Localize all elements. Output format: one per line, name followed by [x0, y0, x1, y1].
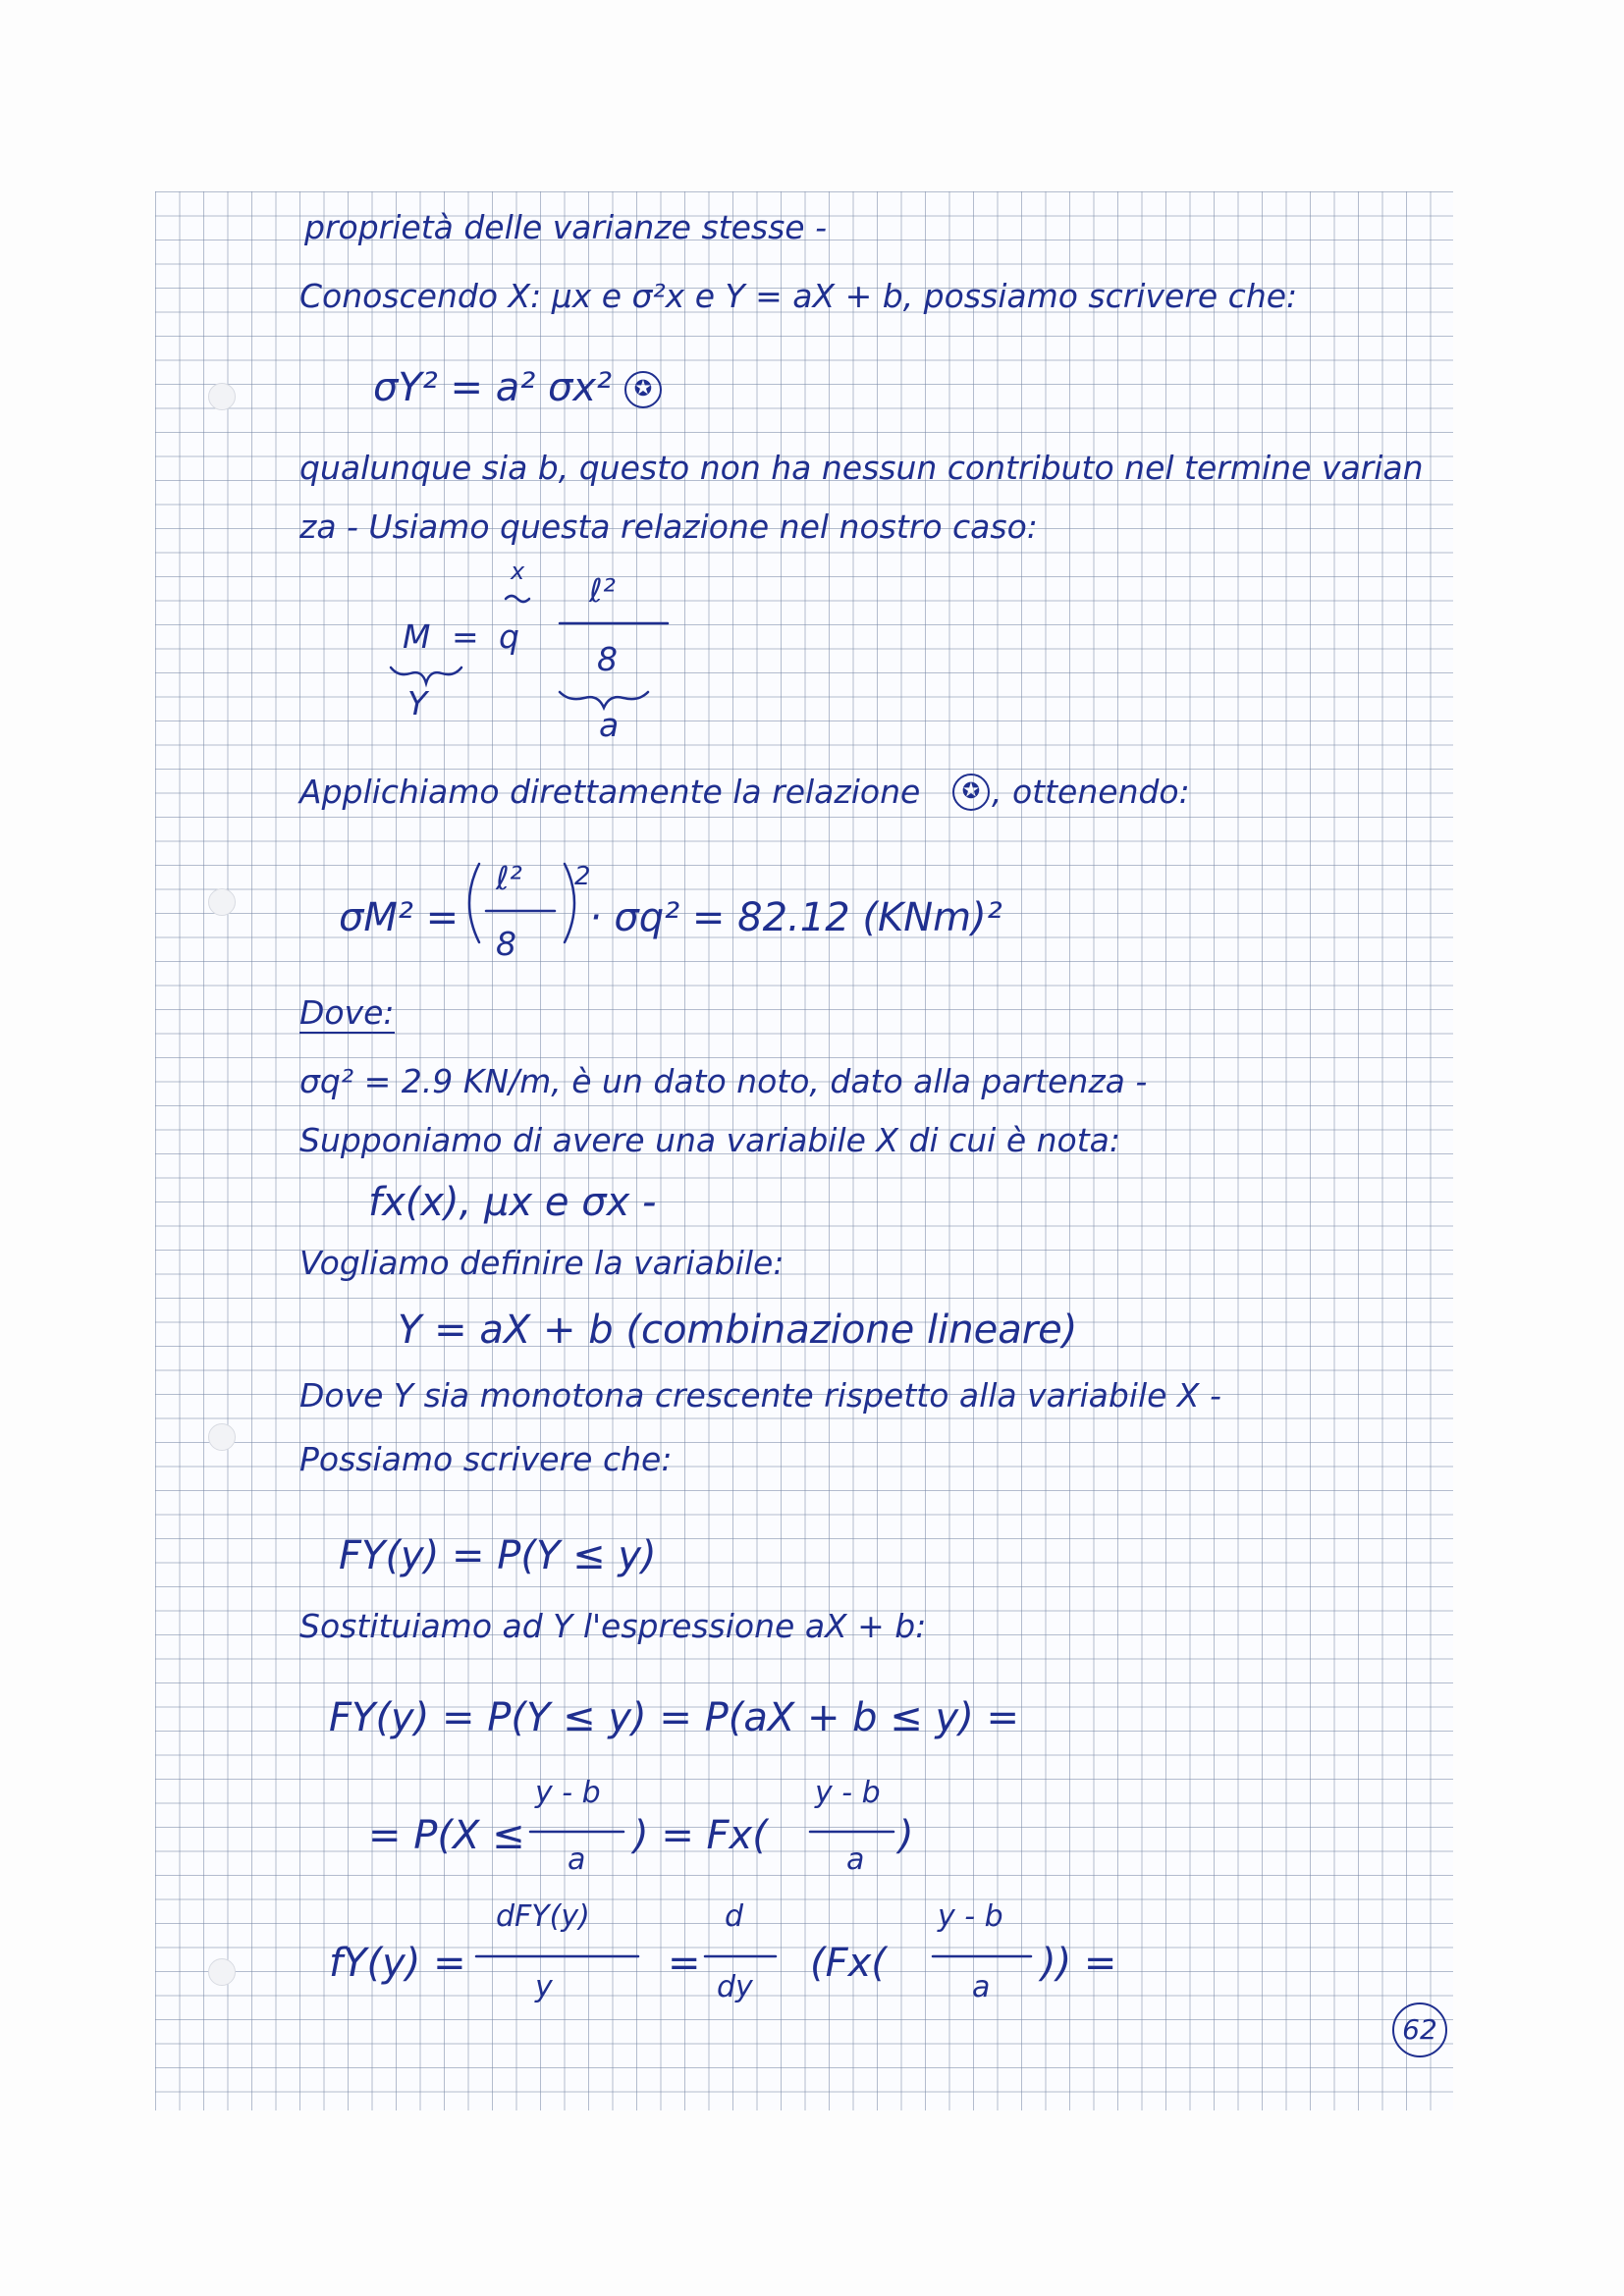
equation-term: = P(X ≤: [368, 1813, 525, 1858]
underbrace-icon: [391, 667, 461, 683]
equation-cdf-substitution: FY(y) = P(Y ≤ y) = P(aX + b ≤ y) =: [329, 1695, 1020, 1740]
text-line: fx(x), μx e σx -: [368, 1180, 657, 1225]
equation-term: a: [972, 1970, 991, 2004]
equation-term: q: [499, 617, 519, 656]
text-line: proprietà delle varianze stesse -: [304, 208, 827, 246]
equation-term: a: [846, 1842, 865, 1877]
equation-label: a: [599, 706, 620, 744]
text-line: Possiamo scrivere che:: [299, 1440, 673, 1478]
equation-term: ) = Fx(: [633, 1813, 768, 1858]
equation-label: x: [511, 558, 525, 585]
text-line: Y = aX + b (combinazione lineare): [398, 1308, 1078, 1353]
text-line: Applichiamo direttamente la relazione: [299, 773, 921, 811]
equation-label: Y: [407, 684, 428, 722]
text-line: za - Usiamo questa relazione nel nostro caso:: [299, 507, 1038, 546]
text-line: Conoscendo X: μx e σ²x e Y = aX + b, possiamo scrivere che:: [299, 277, 1298, 315]
text-line: σq² = 2.9 KN/m, è un dato noto, dato alla partenza -: [299, 1062, 1148, 1100]
text-line: Dove Y sia monotona crescente rispetto alla variabile X -: [299, 1376, 1221, 1415]
tilde-icon: [506, 596, 529, 602]
underbrace-icon: [560, 692, 648, 708]
equation-cdf: FY(y) = P(Y ≤ y): [339, 1533, 657, 1578]
equation-term: dy: [717, 1970, 753, 2004]
equation-term: d: [725, 1899, 744, 1934]
equation-term: · σq² = 82.12 (KNm)²: [589, 895, 1002, 940]
equation-term: ): [898, 1813, 914, 1858]
equation-term: =: [452, 617, 479, 656]
text-line: Vogliamo definire la variabile:: [299, 1244, 785, 1282]
star-marker-icon: ✪: [624, 371, 662, 408]
equation-term: 8: [496, 925, 516, 963]
equation-term: 2: [574, 862, 591, 891]
equation-term: (Fx(: [810, 1941, 887, 1986]
text-line: , ottenendo:: [992, 773, 1190, 811]
section-label: Dove:: [299, 993, 395, 1032]
text-line: Sostituiamo ad Y l'espressione aX + b:: [299, 1607, 927, 1645]
equation-term: ℓ²: [496, 859, 522, 897]
equation-term: )) =: [1041, 1941, 1117, 1986]
equation-term: M: [403, 617, 431, 656]
star-marker-icon: ✪: [952, 774, 990, 811]
equation-term: y - b: [938, 1899, 1003, 1934]
left-paren: [469, 864, 479, 942]
equation-term: =: [668, 1941, 701, 1986]
equation-variance-relation: σY² = a² σx²: [373, 365, 613, 410]
right-paren: [565, 864, 574, 942]
equation-term: fY(y) =: [329, 1941, 466, 1986]
equation-term: dFY(y): [496, 1899, 590, 1934]
text-line: qualunque sia b, questo non ha nessun contributo nel termine varian: [299, 449, 1424, 487]
equation-term: a: [568, 1842, 586, 1877]
equation-term: σM² =: [339, 895, 460, 940]
text-line: Supponiamo di avere una variabile X di cui è nota:: [299, 1121, 1121, 1159]
equation-term: y - b: [535, 1776, 601, 1810]
equation-term: 8: [597, 640, 618, 678]
equation-term: y: [535, 1970, 553, 2004]
equation-term: y - b: [815, 1776, 881, 1810]
equation-term: ℓ²: [589, 571, 616, 610]
page-number-badge: 62: [1392, 2002, 1447, 2057]
